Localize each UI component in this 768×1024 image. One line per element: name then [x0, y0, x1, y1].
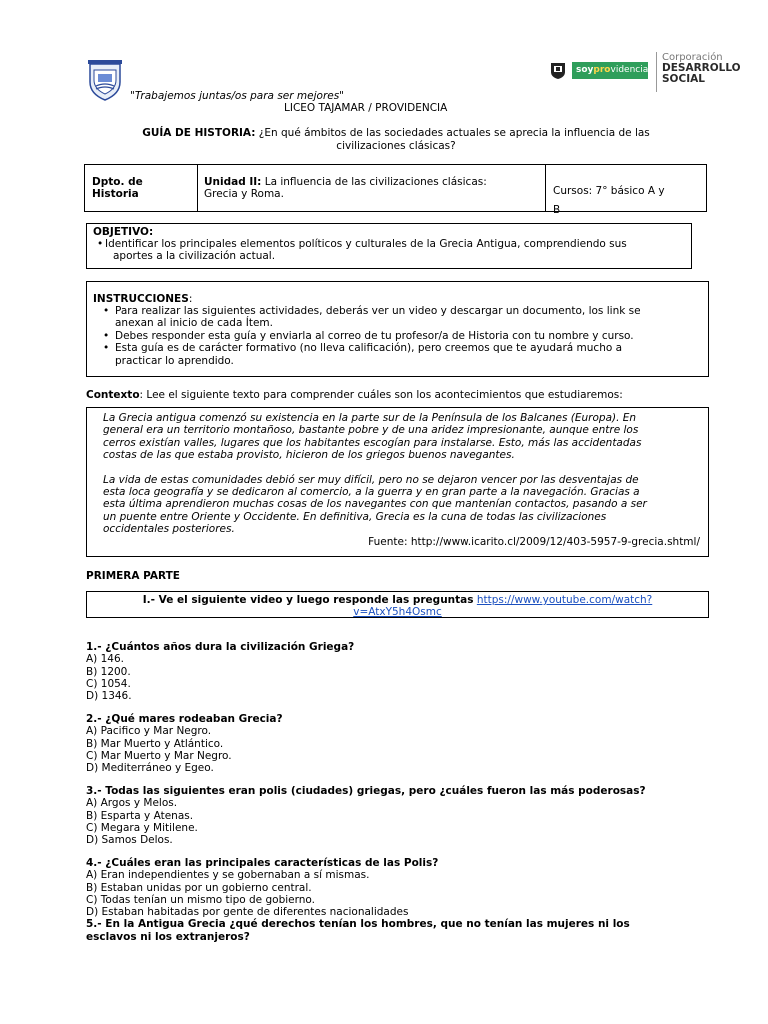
part-one-title: PRIMERA PARTE — [86, 570, 180, 582]
option-d: D) Samos Delos. — [86, 834, 173, 847]
option-c: C) 1054. — [86, 677, 131, 690]
question-text: 2.- ¿Qué mares rodeaban Grecia? — [86, 713, 283, 725]
videncia-label: videncia — [610, 65, 649, 75]
context-label: Contexto — [86, 389, 140, 401]
question-2 — [86, 713, 706, 774]
context-p2-line4: un puente entre Oriente y Occidente. En definitiva, Grecia es la cuna de todas las civilizaciones — [103, 510, 607, 523]
department-cell — [92, 176, 143, 200]
objective-line2: aportes a la civilización actual. — [113, 250, 276, 262]
option-a: A) Pacifico y Mar Negro. — [86, 725, 212, 738]
corp-line3: SOCIAL — [662, 73, 705, 85]
corp-line2: DESARROLLO — [662, 62, 741, 74]
instruction3-line1: Esta guía es de carácter formativo (no lleva calificación), pero creemos que te ayudará mucho a — [115, 342, 623, 355]
context-p1-line2: general era un territorio montañoso, bastante pobre y de una aridez impresionante, aunque entre los — [103, 424, 639, 437]
video-link-continued[interactable]: v=AtxY5h4Osmc — [353, 606, 442, 618]
question-text: 1.- ¿Cuántos años dura la civilización Griega? — [86, 641, 355, 653]
context-p1-line1: La Grecia antigua comenzó su existencia en la parte sur de la Península de los Balcanes (Europa). En — [103, 412, 637, 424]
context-p2-line3: esta última aprendieron muchas cosas de los navegantes con que mantenían contactos, pasando a ser — [103, 498, 647, 511]
department-line2: Historia — [92, 188, 139, 200]
table-divider-1 — [197, 165, 198, 211]
question-3 — [86, 785, 706, 846]
motto: "Trabajemos juntas/os para ser mejores" — [130, 90, 345, 102]
context-p2-line1: La vida de estas comunidades debió ser muy difícil, pero no se dejaron vencer por las desventajas de — [103, 473, 639, 486]
option-d: D) 1346. — [86, 690, 132, 703]
guide-label: GUÍA DE HISTORIA: — [142, 127, 256, 139]
objective-title: OBJETIVO: — [93, 226, 154, 238]
bullet-icon: • — [103, 342, 110, 355]
question-5-line2: esclavos ni los extranjeros? — [86, 930, 250, 943]
courses-cell — [553, 182, 665, 220]
corp-line1: Corporación — [662, 52, 723, 63]
part-one-box — [86, 591, 709, 618]
objective-box — [86, 223, 692, 269]
option-b: B) Mar Muerto y Atlántico. — [86, 737, 224, 750]
context-p2-line5: occidentales posteriores. — [103, 523, 235, 536]
option-b: B) 1200. — [86, 665, 131, 678]
unit-cell — [204, 176, 487, 200]
bullet-icon: • — [97, 238, 104, 250]
bullet-icon: • — [103, 305, 110, 317]
instruction-item — [101, 330, 700, 342]
option-a: A) Eran independientes y se gobernaban a sí mismas. — [86, 869, 370, 882]
courses-line2: B — [553, 204, 561, 216]
option-c: C) Todas tenían un mismo tipo de gobierno. — [86, 893, 315, 906]
context-box — [86, 407, 709, 557]
corporacion-logo — [662, 52, 742, 85]
instructions-list — [101, 305, 700, 367]
context-intro — [86, 389, 623, 401]
corporacion-divider — [656, 52, 657, 92]
providencia-crest-icon — [550, 62, 566, 80]
guide-title — [86, 127, 706, 152]
soy-label: soy — [576, 65, 594, 75]
part-one-item-label: I.- Ve el siguiente video y luego responde las preguntas — [142, 594, 474, 606]
instruction-item — [101, 342, 700, 367]
video-link[interactable]: https://www.youtube.com/watch? — [476, 594, 653, 606]
question-4 — [86, 857, 706, 943]
option-a: A) 146. — [86, 653, 124, 666]
soyprovidencia-logo — [572, 62, 648, 79]
school-name: LICEO TAJAMAR / PROVIDENCIA — [284, 102, 448, 114]
context-p1-line4: costas de las que estaba provisto, hicieron de los griegos buenos navegantes. — [103, 449, 515, 462]
pro-label: pro — [593, 65, 611, 75]
option-d: D) Mediterráneo y Egeo. — [86, 762, 214, 775]
instructions-title: INSTRUCCIONES — [93, 293, 189, 305]
option-a: A) Argos y Melos. — [86, 797, 178, 810]
question-5-line1: 5.- En la Antigua Grecia ¿qué derechos tenían los hombres, que no tenían las mujeres ni los — [86, 918, 630, 931]
bullet-icon: • — [103, 329, 110, 342]
option-b: B) Esparta y Atenas. — [86, 809, 194, 822]
instruction3-line2: practicar lo aprendido. — [115, 354, 234, 367]
option-b: B) Estaban unidas por un gobierno central. — [86, 881, 312, 894]
question-text: 4.- ¿Cuáles eran las principales características de las Polis? — [86, 857, 439, 869]
question-text: 3.- Todas las siguientes eran polis (ciudades) griegas, pero ¿cuáles fueron las más poderosas? — [86, 785, 646, 797]
unit-label: Unidad II: — [204, 176, 262, 188]
instruction-item — [101, 305, 700, 330]
unit-line2: Grecia y Roma. — [204, 188, 284, 200]
school-crest-logo — [84, 58, 126, 102]
guide-question-line1: ¿En qué ámbitos de las sociedades actuales se aprecia la influencia de las — [258, 127, 650, 139]
department-line1: Dpto. de — [92, 176, 143, 188]
instruction1-line2: anexan al inicio de cada Ítem. — [115, 317, 273, 330]
question-1 — [86, 641, 706, 702]
context-p1-line3: cerros existían valles, lugares que los habitantes escogían para instalarse. Esto, más las accidentadas — [103, 436, 642, 449]
unit-line1: La influencia de las civilizaciones clásicas: — [264, 176, 487, 188]
context-intro-text: : Lee el siguiente texto para comprender cuáles son los acontecimientos que estudiaremos: — [139, 389, 623, 401]
info-table — [84, 164, 707, 216]
option-c: C) Mar Muerto y Mar Negro. — [86, 749, 232, 762]
instructions-box — [86, 281, 709, 377]
table-divider-2 — [545, 165, 546, 211]
context-p2-line2: esta loca geografía y se dedicaron al comercio, a la guerra y en gran parte a la navegación. Gracias a — [103, 486, 640, 499]
context-source: Fuente: http://www.icarito.cl/2009/12/403-5957-9-grecia.shtml/ — [368, 535, 700, 548]
objective-item — [93, 238, 691, 262]
instruction1-line1: Para realizar las siguientes actividades, deberás ver un video y descargar un documento, los link se — [115, 305, 641, 317]
courses-line1: Cursos: 7° básico A y — [553, 185, 665, 197]
option-c: C) Megara y Mitilene. — [86, 821, 198, 834]
instructions-colon: : — [188, 293, 193, 305]
guide-question-line2: civilizaciones clásicas? — [336, 139, 456, 152]
instruction2: Debes responder esta guía y enviarla al correo de tu profesor/a de Historia con tu nombre y curso. — [115, 329, 634, 342]
objective-line1: Identificar los principales elementos políticos y culturales de la Grecia Antigua, comprendiendo sus — [105, 238, 627, 250]
option-d: D) Estaban habitadas por gente de diferentes nacionalidades — [86, 906, 409, 919]
